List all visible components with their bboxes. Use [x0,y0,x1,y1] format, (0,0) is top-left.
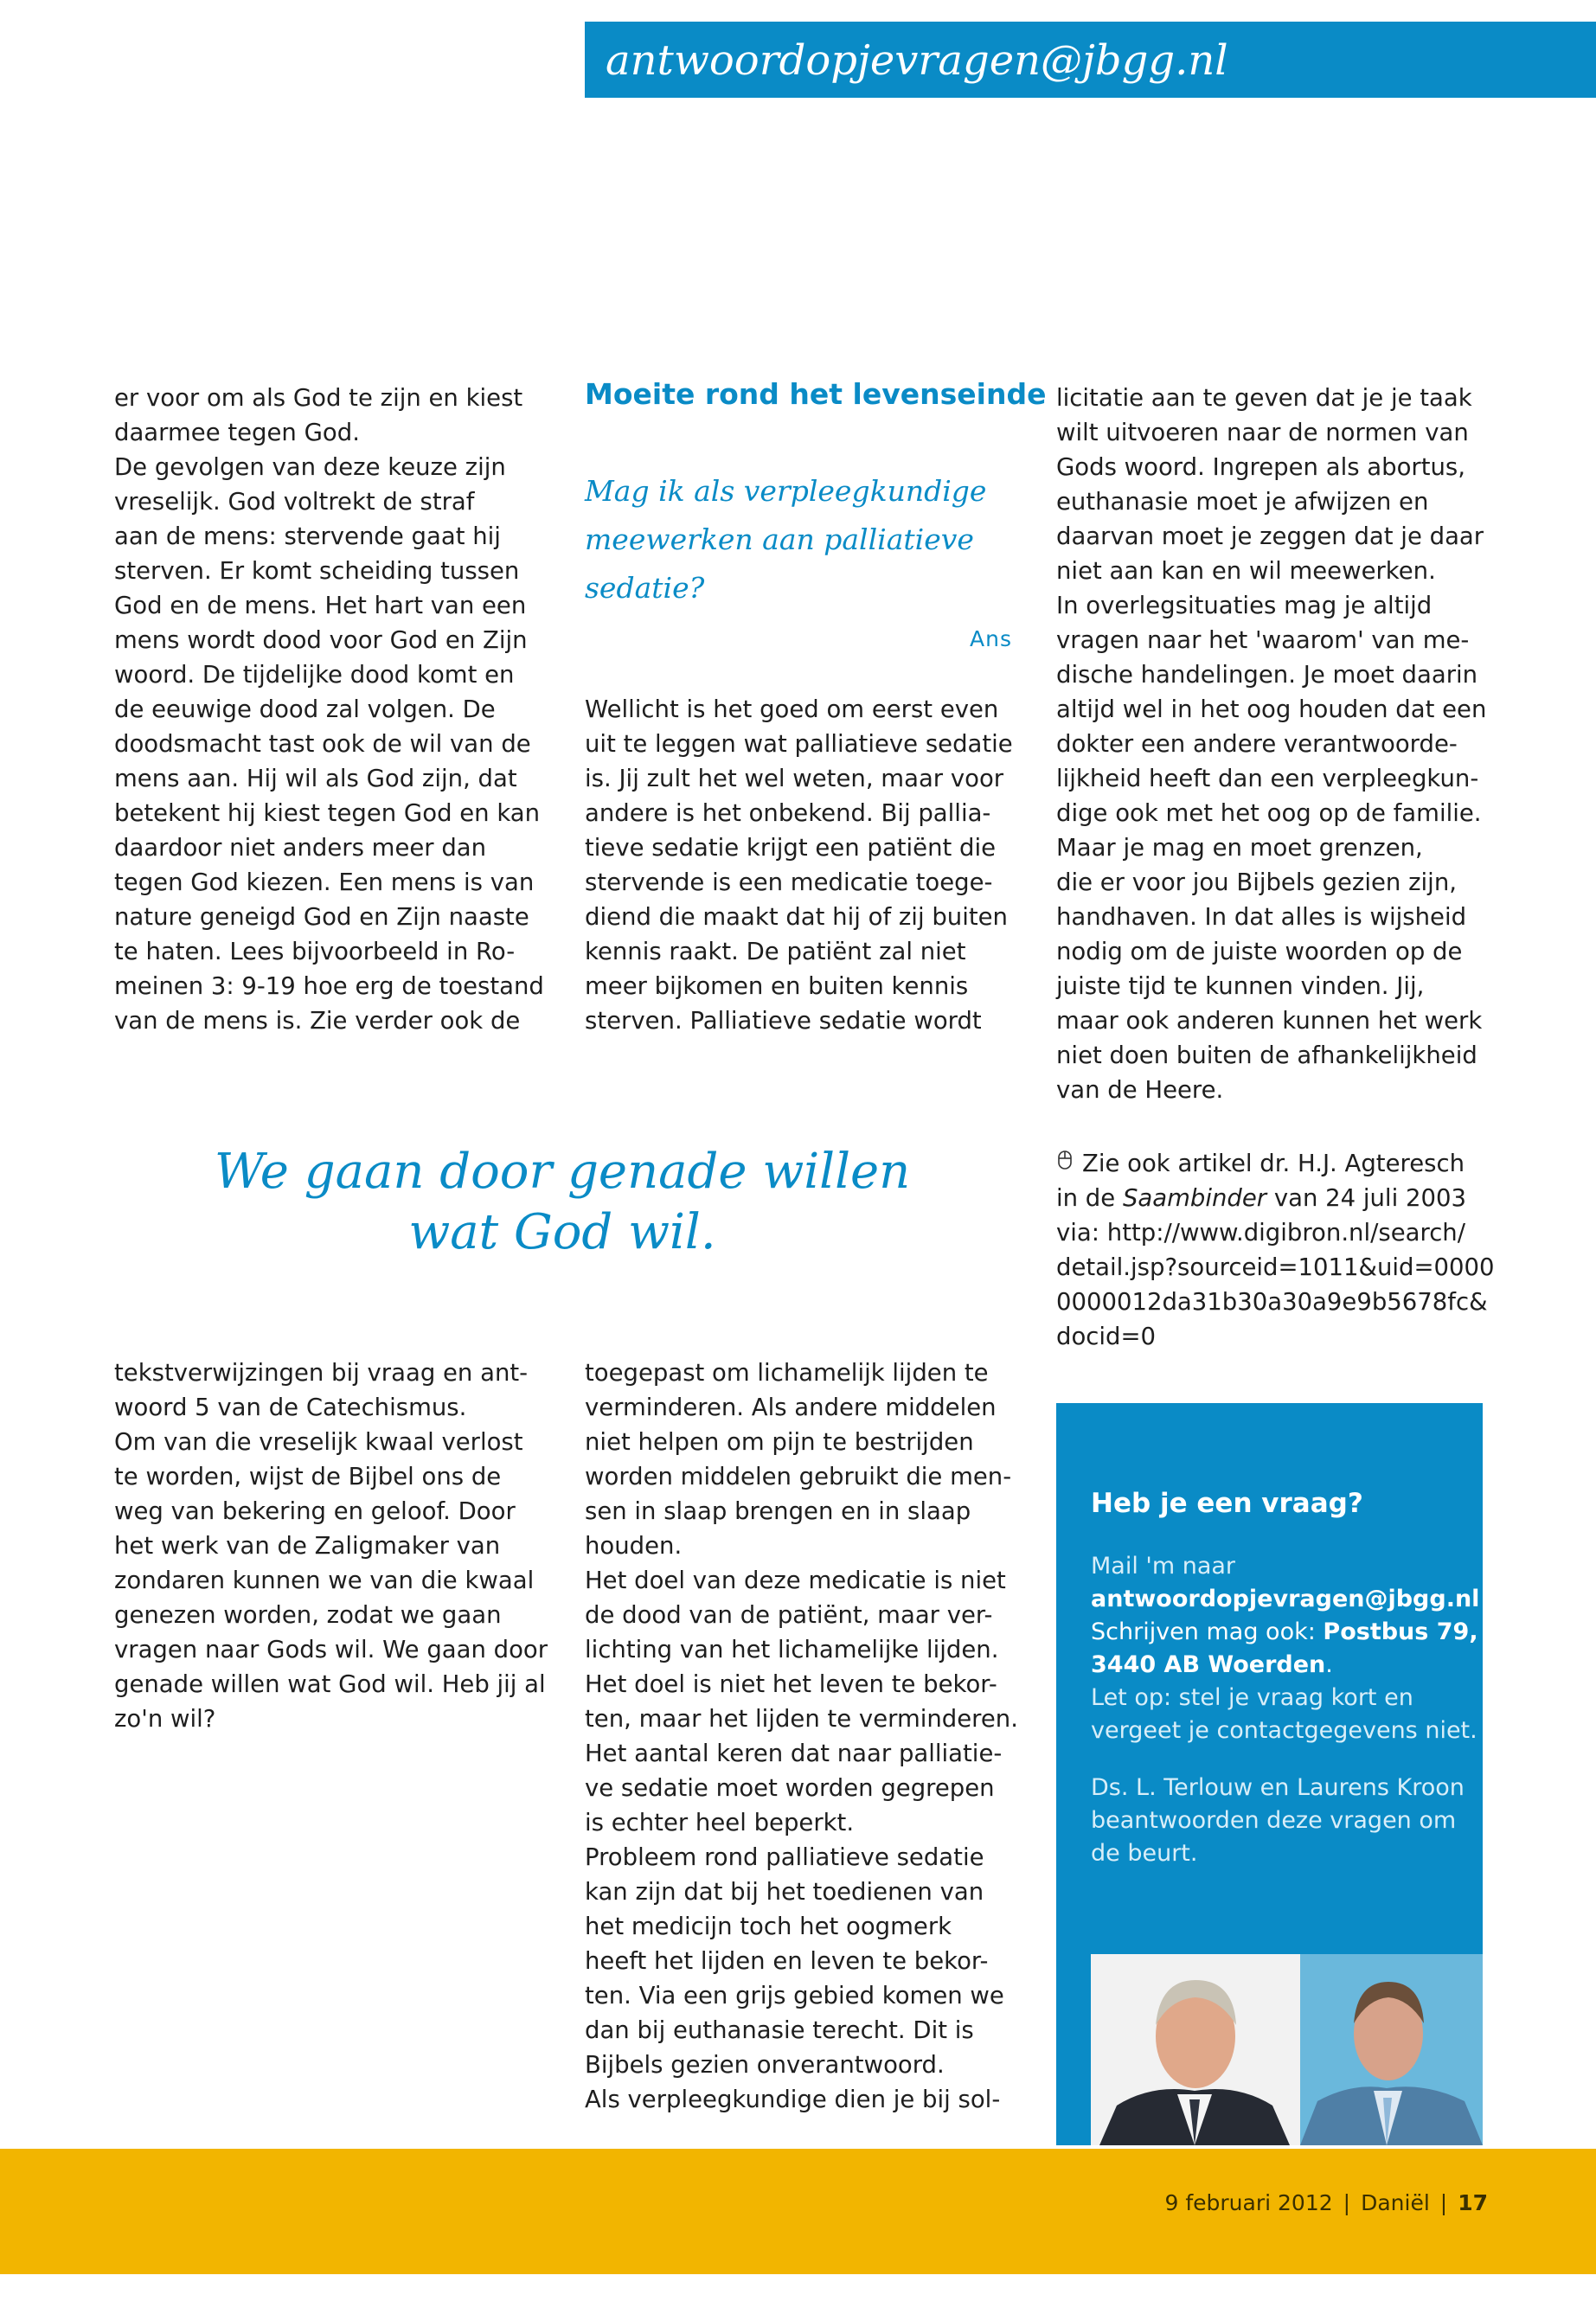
text-line: het werk van de Zaligmaker van [114,1532,501,1560]
text-line: ve sedatie moet worden gegrepen [585,1774,995,1802]
text-line: uit te leggen wat palliatieve sedatie [585,730,1013,758]
text-line: doodsmacht tast ook de wil van de [114,730,531,758]
text-line: Het aantal keren dat naar palliatie- [585,1740,1003,1767]
text-line: Bijbels gezien onverantwoord. [585,2051,945,2079]
info-write-label: Schrijven mag ook: [1091,1618,1324,1645]
text-line: is echter heel beperkt. [585,1809,855,1836]
header-bar [585,22,1596,98]
reference-url[interactable]: detail.jsp?sourceid=1011&uid=0000 [1056,1253,1495,1281]
column1-top [114,381,544,1038]
text-line: lijkheid heeft dan een verpleegkun- [1056,765,1479,792]
footer-bar [0,2149,1596,2274]
text-line: Probleem rond palliatieve sedatie [585,1843,984,1871]
footer-separator: | [1343,2190,1351,2215]
info-address: 3440 AB Woerden [1091,1651,1326,1678]
text-line: niet aan kan en wil meewerken. [1056,557,1436,585]
reference-url[interactable]: docid=0 [1056,1323,1157,1350]
text-line: kennis raakt. De patiënt zal niet [585,938,966,965]
page-number: 17 [1458,2190,1488,2215]
text-line: De gevolgen van deze keuze zijn [114,453,506,481]
text-line: van de Heere. [1056,1076,1224,1104]
text-line: meer bijkomen en buiten kennis [585,972,969,1000]
text-line: de dood van de patiënt, maar ver- [585,1601,993,1629]
text-line: verminderen. Als andere middelen [585,1394,997,1421]
question-line: sedatie? [585,571,705,605]
info-note: Let op: stel je vraag kort en [1091,1684,1413,1711]
question [585,467,986,612]
footer-separator: | [1439,2190,1448,2215]
info-body [1091,1550,1479,1870]
column2-bottom [585,1356,1018,2117]
asker-name: Ans [970,626,1012,651]
text-line: juiste tijd te kunnen vinden. Jij, [1056,972,1425,1000]
text-line: Het doel is niet het leven te bekor- [585,1670,997,1698]
reference-url[interactable]: 0000012da31b30a30a9e9b5678fc& [1056,1288,1488,1316]
text-line: euthanasie moet je afwijzen en [1056,488,1429,516]
text-line: genade willen wat God wil. Heb jij al [114,1670,546,1698]
question-info-box [1056,1403,1483,2145]
text-line: God en de mens. Het hart van een [114,592,527,619]
photo-terlouw [1091,1954,1300,2145]
text-line: Als verpleegkundige dien je bij sol- [585,2086,1001,2113]
mouse-icon [1056,1146,1082,1181]
text-line: meinen 3: 9-19 hoe erg de toestand [114,972,544,1000]
text-line: Het doel van deze medicatie is niet [585,1567,1006,1594]
text-line: vragen naar Gods wil. We gaan door [114,1636,548,1663]
info-punct: . [1325,1651,1333,1678]
question-line: Mag ik als verpleegkundige [585,474,987,508]
section-heading: Moeite rond het levenseinde [585,377,1047,411]
reference-text: van 24 juli 2003 [1266,1184,1466,1212]
text-line: vreselijk. God voltrekt de straf [114,488,475,516]
text-line: is. Jij zult het wel weten, maar voor [585,765,1004,792]
text-line: Gods woord. Ingrepen als abortus, [1056,453,1466,481]
text-line: genezen worden, zodat we gaan [114,1601,502,1629]
text-line: mens aan. Hij wil als God zijn, dat [114,765,517,792]
info-answerers: de beurt. [1091,1840,1198,1867]
text-line: stervende is een medicatie toege- [585,868,993,896]
text-line: diend die maakt dat hij of zij buiten [585,903,1008,931]
text-line: ten, maar het lijden te verminderen. [585,1705,1018,1733]
text-line: sen in slaap brengen en in slaap [585,1497,971,1525]
text-line: licitatie aan te geven dat je je taak [1056,384,1472,412]
text-line: andere is het onbekend. Bij pallia- [585,799,991,827]
text-line: daarvan moet je zeggen dat je daar [1056,522,1484,550]
text-line: niet helpen om pijn te bestrijden [585,1428,974,1456]
pullquote-line: wat God wil. [408,1204,716,1260]
text-line: niet doen buiten de afhankelijkheid [1056,1042,1477,1069]
text-line: In overlegsituaties mag je altijd [1056,592,1433,619]
text-line: sterven. Palliatieve sedatie wordt [585,1007,982,1035]
pullquote [173,1142,952,1263]
text-line: van de mens is. Zie verder ook de [114,1007,521,1035]
text-line: Wellicht is het goed om eerst even [585,695,999,723]
info-note: vergeet je contactgegevens niet. [1091,1717,1477,1744]
text-line: altijd wel in het oog houden dat een [1056,695,1487,723]
text-line: de eeuwige dood zal volgen. De [114,695,496,723]
text-line: Om van die vreselijk kwaal verlost [114,1428,523,1456]
reference-url[interactable]: via: http://www.digibron.nl/search/ [1056,1219,1466,1247]
reference-publication: Saambinder [1122,1184,1267,1212]
info-answerers: beantwoorden deze vragen om [1091,1807,1457,1834]
text-line: daardoor niet anders meer dan [114,834,487,862]
text-line: dan bij euthanasie terecht. Dit is [585,2016,974,2044]
footer-text [1165,2190,1489,2215]
text-line: dige ook met het oog op de familie. [1056,799,1482,827]
header-email[interactable]: antwoordopjevragen@jbgg.nl [606,36,1228,85]
question-line: meewerken aan palliatieve [585,522,974,556]
text-line: wilt uitvoeren naar de normen van [1056,419,1469,446]
column2-top [585,692,1013,1038]
text-line: mens wordt dood voor God en Zijn [114,626,528,654]
info-email[interactable]: antwoordopjevragen@jbgg.nl [1091,1586,1480,1612]
text-line: zo'n wil? [114,1705,216,1733]
photo-kroon [1300,1954,1483,2145]
text-line: toegepast om lichamelijk lijden te [585,1359,989,1387]
text-line: zondaren kunnen we van die kwaal [114,1567,535,1594]
text-line: dische handelingen. Je moet daarin [1056,661,1478,689]
text-line: nature geneigd God en Zijn naaste [114,903,529,931]
text-line: er voor om als God te zijn en kiest [114,384,523,412]
reference-line: Zie ook artikel dr. H.J. Agteresch [1082,1150,1465,1177]
footer-date: 9 februari 2012 [1164,2190,1333,2215]
text-line: nodig om de juiste woorden op de [1056,938,1463,965]
text-line: houden. [585,1532,683,1560]
pullquote-line: We gaan door genade willen [214,1144,911,1200]
text-line: tegen God kiezen. Een mens is van [114,868,535,896]
text-line: te haten. Lees bijvoorbeeld in Ro- [114,938,516,965]
text-line: tekstverwijzingen bij vraag en ant- [114,1359,529,1387]
text-line: het medicijn toch het oogmerk [585,1913,952,1940]
text-line: worden middelen gebruikt die men- [585,1463,1012,1490]
info-answerers: Ds. L. Terlouw en Laurens Kroon [1091,1774,1465,1801]
info-mail-label: Mail 'm naar [1091,1553,1236,1580]
footer-magazine: Daniël [1361,2190,1430,2215]
info-title: Heb je een vraag? [1091,1488,1363,1519]
text-line: Maar je mag en moet grenzen, [1056,834,1423,862]
text-line: ten. Via een grijs gebied komen we [585,1982,1004,2009]
text-line: dokter een andere verantwoorde- [1056,730,1458,758]
text-line: kan zijn dat bij het toedienen van [585,1878,984,1906]
text-line: aan de mens: stervende gaat hij [114,522,501,550]
text-line: daarmee tegen God. [114,419,360,446]
text-line: heeft het lijden en leven te bekor- [585,1947,989,1975]
text-line: lichting van het lichamelijke lijden. [585,1636,999,1663]
reference [1056,1146,1495,1354]
text-line: te worden, wijst de Bijbel ons de [114,1463,502,1490]
column3 [1056,381,1486,1107]
text-line: die er voor jou Bijbels gezien zijn, [1056,868,1457,896]
text-line: woord. De tijdelijke dood komt en [114,661,515,689]
text-line: vragen naar het 'waarom' van me- [1056,626,1470,654]
text-line: sterven. Er komt scheiding tussen [114,557,520,585]
text-line: tieve sedatie krijgt een patiënt die [585,834,997,862]
column1-bottom [114,1356,548,1736]
text-line: maar ook anderen kunnen het werk [1056,1007,1483,1035]
info-address: Postbus 79, [1323,1618,1478,1645]
text-line: handhaven. In dat alles is wijsheid [1056,903,1467,931]
text-line: weg van bekering en geloof. Door [114,1497,516,1525]
text-line: betekent hij kiest tegen God en kan [114,799,541,827]
reference-text: in de [1056,1184,1123,1212]
text-line: woord 5 van de Catechismus. [114,1394,467,1421]
